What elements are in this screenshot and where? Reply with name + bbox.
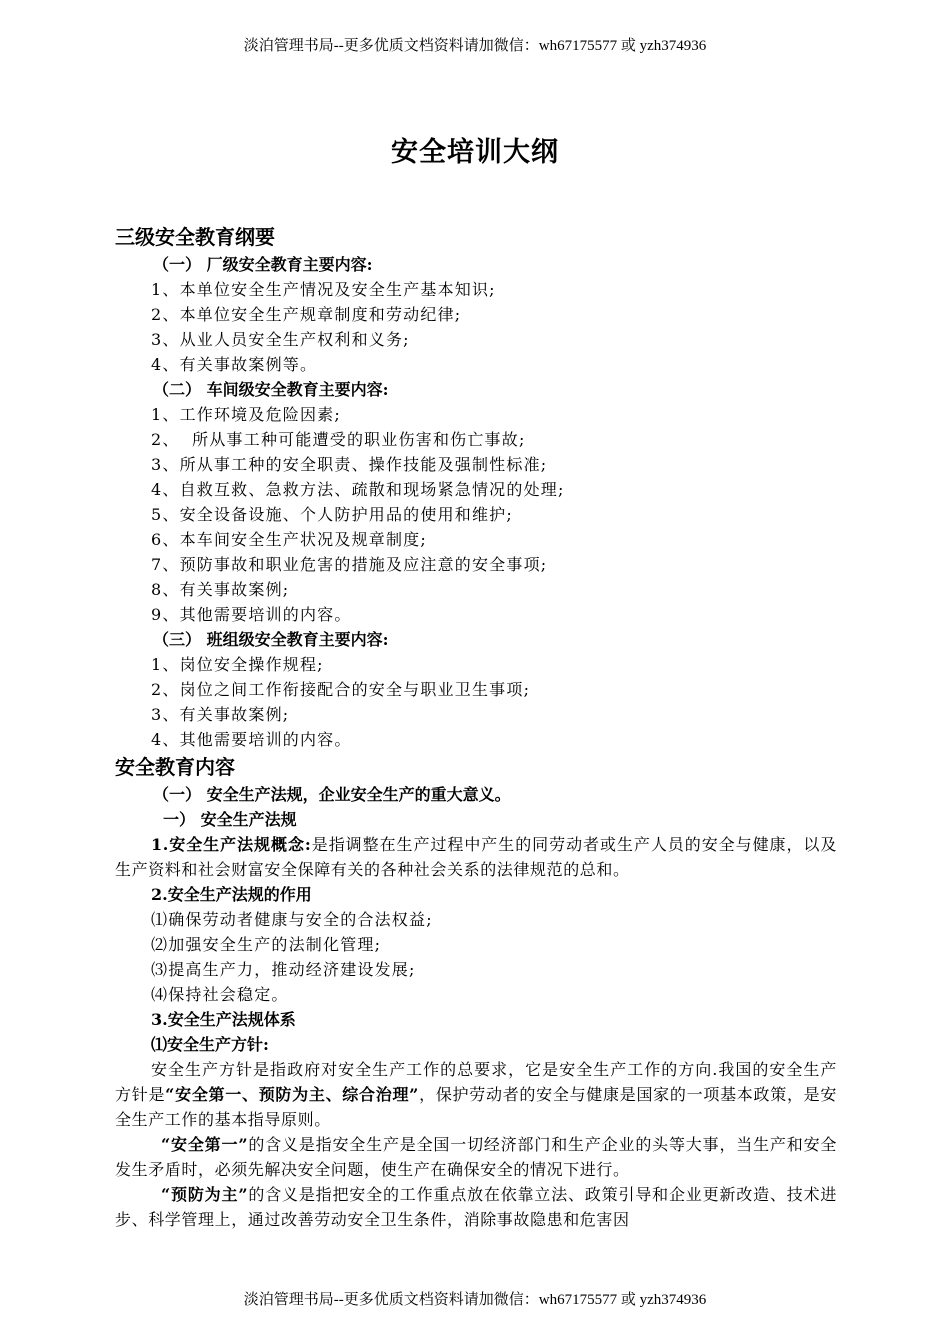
policy-p2-bold: “安全第一”	[161, 1135, 249, 1154]
subheading-factory-level: （一） 厂级安全教育主要内容:	[153, 255, 373, 274]
list-item: 6、本车间安全生产状况及规章制度;	[151, 530, 427, 549]
policy-paragraph-1	[115, 1057, 837, 1132]
policy-paragraph-2	[115, 1132, 837, 1182]
list-item: ⑷保持社会稳定。	[151, 985, 289, 1004]
list-item: 4、其他需要培训的内容。	[151, 730, 352, 749]
list-item: 2、岗位之间工作衔接配合的安全与职业卫生事项;	[151, 680, 531, 699]
policy-p3-text: 的含义是指把安全的工作重点放在依靠立法、政策引导和企业更新改造、技术进步、科学管理上，通过改善劳动安全卫生条件，消除事故隐患和危害因	[115, 1185, 837, 1229]
list-item: 3、有关事故案例;	[151, 705, 290, 724]
policy-p2-text: 的含义是指安全生产是全国一切经济部门和生产企业的头等大事，当生产和安全发生矛盾时，必须先解决安全问题，使生产在确保安全的情况下进行。	[115, 1135, 837, 1179]
concept-paragraph	[115, 832, 837, 882]
list-item: ⑴确保劳动者健康与安全的合法权益;	[151, 910, 433, 929]
subheading-team-level: （三） 班组级安全教育主要内容:	[153, 630, 389, 649]
policy-p1-b: ，保护劳动者的安全与健康是国家的一项基本政策，是安全生产工作的基本指导原则。	[115, 1085, 837, 1129]
page-footer: 淡泊管理书局--更多优质文档资料请加微信：wh67175577 或 yzh374936	[243, 1292, 707, 1308]
page-header: 淡泊管理书局--更多优质文档资料请加微信：wh67175577 或 yzh374936	[243, 38, 707, 54]
list-item: 5、安全设备设施、个人防护用品的使用和维护;	[151, 505, 513, 524]
subheading-laws-significance: （一） 安全生产法规，企业安全生产的重大意义。	[153, 785, 511, 804]
list-item: 1、岗位安全操作规程;	[151, 655, 324, 674]
concept-text: 是指调整在生产过程中产生的同劳动者或生产人员的安全与健康，以及生产资料和社会财富安全保障有关的各种社会关系的法律规范的总和。	[115, 835, 837, 879]
policy-paragraph-3	[115, 1182, 837, 1232]
policy-p1-a: 安全生产方针是指政府对安全生产工作的总要求，它是安全生产工作的方向.我国的安全生产方针是	[115, 1060, 837, 1104]
list-item: ⑵加强安全生产的法制化管理;	[151, 935, 382, 954]
list-item: 3、从业人员安全生产权利和义务;	[151, 330, 410, 349]
subheading-workshop-level: （二） 车间级安全教育主要内容:	[153, 380, 389, 399]
document-title: 安全培训大纲	[391, 137, 559, 168]
list-item: 7、预防事故和职业危害的措施及应注意的安全事项;	[151, 555, 548, 574]
policy-p1-bold: “安全第一、预防为主、综合治理”	[165, 1085, 419, 1104]
subheading-laws: 一） 安全生产法规	[163, 810, 297, 829]
section-heading-three-level: 三级安全教育纲要	[115, 225, 275, 249]
list-item: 2、本单位安全生产规章制度和劳动纪律;	[151, 305, 462, 324]
policy-heading: ⑴安全生产方针:	[151, 1035, 269, 1054]
list-item: 3、所从事工种的安全职责、操作技能及强制性标准;	[151, 455, 548, 474]
policy-p3-bold: “预防为主”	[161, 1185, 249, 1204]
list-item: 2、 所从事工种可能遭受的职业伤害和伤亡事故;	[151, 430, 526, 449]
list-item: 1、本单位安全生产情况及安全生产基本知识;	[151, 280, 496, 299]
list-item: 4、自救互救、急救方法、疏散和现场紧急情况的处理;	[151, 480, 565, 499]
list-item: ⑶提高生产力，推动经济建设发展;	[151, 960, 416, 979]
role-heading: 2.安全生产法规的作用	[151, 885, 312, 904]
section-heading-education-content: 安全教育内容	[115, 755, 235, 779]
list-item: 4、有关事故案例等。	[151, 355, 318, 374]
list-item: 1、工作环境及危险因素;	[151, 405, 341, 424]
system-heading: 3.安全生产法规体系	[151, 1010, 296, 1029]
list-item: 9、其他需要培训的内容。	[151, 605, 352, 624]
list-item: 8、有关事故案例;	[151, 580, 290, 599]
concept-label: 1.安全生产法规概念:	[151, 835, 312, 854]
document-body	[115, 222, 837, 1232]
